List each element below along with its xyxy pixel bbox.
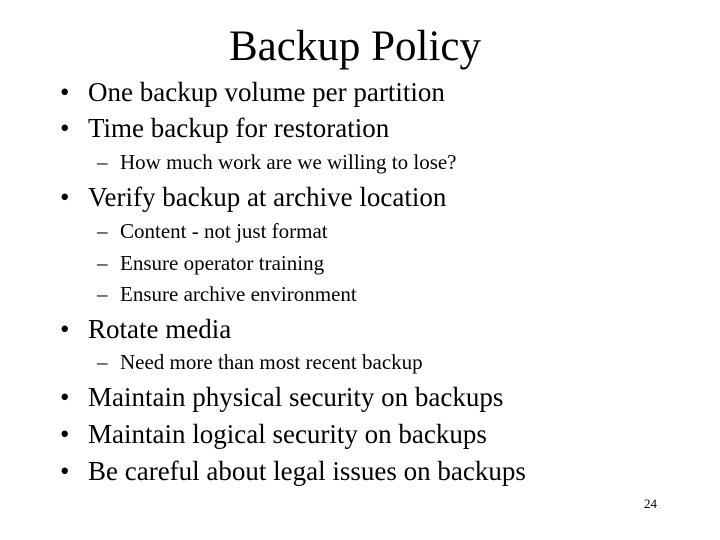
page-number: 24 (644, 496, 657, 511)
bullet-icon: • (60, 382, 70, 412)
dash-icon: – (97, 219, 108, 243)
sub-bullet-text: Ensure archive environment (120, 282, 357, 306)
sub-bullet-text: Ensure operator training (120, 251, 325, 275)
bullet-icon: • (60, 113, 70, 143)
dash-icon: – (97, 282, 108, 306)
bullet-icon: • (60, 314, 70, 344)
dash-icon: – (97, 251, 108, 275)
sub-bullet-text: How much work are we willing to lose? (120, 150, 457, 174)
bullet-text: Maintain logical security on backups (88, 419, 487, 449)
dash-icon: – (97, 150, 108, 174)
bullet-icon: • (60, 419, 70, 449)
bullet-icon: • (60, 77, 70, 107)
bullet-icon: • (60, 182, 70, 212)
bullet-text: Be careful about legal issues on backups (88, 456, 526, 486)
bullet-icon: • (60, 456, 70, 486)
bullet-text: One backup volume per partition (88, 77, 445, 107)
sub-bullet-text: Content - not just format (120, 219, 328, 243)
bullet-text: Verify backup at archive location (88, 182, 447, 212)
bullet-text: Rotate media (88, 314, 232, 344)
dash-icon: – (97, 350, 108, 374)
bullet-text: Time backup for restoration (88, 113, 390, 143)
slide-title: Backup Policy (229, 23, 481, 70)
bullet-text: Maintain physical security on backups (88, 382, 504, 412)
sub-bullet-text: Need more than most recent backup (120, 350, 423, 374)
